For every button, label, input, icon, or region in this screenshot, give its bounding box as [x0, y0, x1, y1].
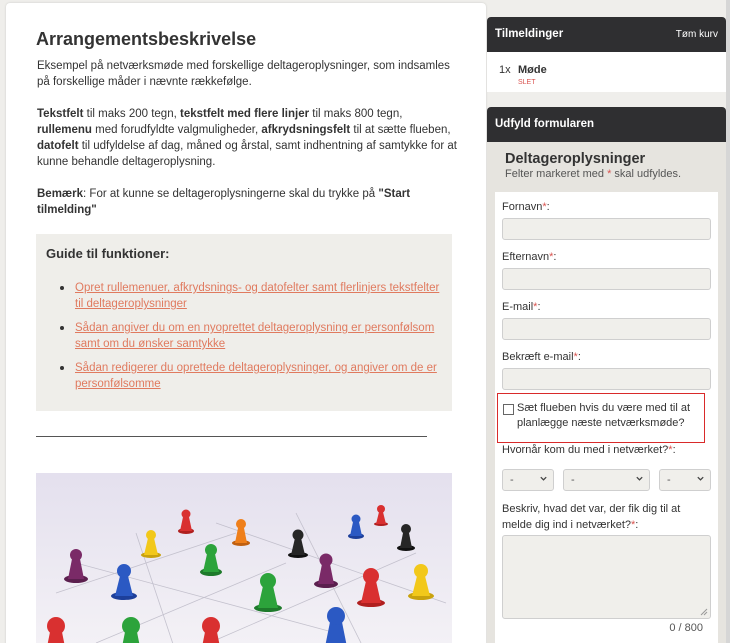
confirm-email-text: Bekræft e-mail — [502, 351, 574, 363]
textfield-term: Tekstfelt — [37, 108, 84, 120]
game-pieces-illustration — [36, 473, 452, 643]
page-scrollbar[interactable] — [726, 0, 730, 643]
datefield-desc: til udfyldelse af dag, måned og årstal, samt indhentning af samtykke for at kunne behandle deltageroplysning. — [37, 140, 457, 168]
last-name-input[interactable] — [502, 268, 711, 290]
confirm-email-label: Bekræft e-mail*: — [502, 351, 581, 363]
required-asterisk: * — [533, 301, 538, 313]
note-button-ref: "Start tilmelding" — [37, 188, 411, 216]
required-asterisk: * — [549, 251, 554, 263]
features-text — [37, 106, 457, 170]
form-panel-title: Udfyld formularen — [495, 118, 595, 130]
character-counter: 0 / 800 — [669, 622, 703, 634]
event-description-card — [6, 3, 486, 643]
participant-form — [487, 142, 726, 643]
chevron-down-icon — [635, 474, 644, 483]
confirm-email-input[interactable] — [502, 368, 711, 390]
cart-item-name: Møde — [518, 64, 547, 76]
cart-item — [487, 52, 726, 92]
dropdown-desc: med forudfyldte valgmuligheder, — [91, 124, 262, 136]
email-text: E-mail — [502, 301, 534, 313]
describe-label-text: Beskriv, hvad det var, der fik dig til at melde dig ind i netværket? — [502, 503, 681, 531]
guide-link-sensitive-consent[interactable]: Sådan angiver du om en nyoprettet deltageroplysning er personfølsom samt om du ønsker samtykke — [75, 322, 435, 350]
last-name-text: Efternavn — [502, 251, 550, 263]
month-select-value: - — [571, 474, 575, 486]
subtitle-pre: Felter markeret med — [505, 168, 608, 180]
checkbox-desc: til at sætte flueben, — [350, 124, 451, 136]
note-label: Bemærk — [37, 188, 84, 200]
cart-panel-header — [487, 17, 726, 52]
form-title: Deltageroplysninger — [505, 151, 646, 167]
date-label-text: Hvornår kom du med i netværket? — [502, 444, 669, 456]
resize-handle-icon[interactable] — [700, 608, 708, 616]
required-asterisk: * — [607, 168, 612, 180]
required-asterisk: * — [573, 351, 578, 363]
day-select-value: - — [510, 474, 514, 486]
list-item — [60, 360, 445, 392]
textfield-desc: til maks 200 tegn, — [83, 108, 180, 120]
form-panel-header — [487, 107, 726, 142]
month-select[interactable] — [563, 469, 650, 491]
planning-checkbox[interactable] — [503, 404, 514, 415]
describe-textarea[interactable] — [502, 535, 711, 619]
guide-links-list — [60, 280, 445, 400]
list-item — [60, 280, 445, 312]
required-asterisk: * — [668, 444, 673, 456]
planning-checkbox-group — [497, 393, 705, 443]
note-body: : For at kunne se deltageroplysningerne skal du trykke på — [83, 188, 379, 200]
divider — [36, 436, 427, 437]
guide-title: Guide til funktioner: — [46, 246, 170, 261]
first-name-text: Fornavn — [502, 201, 543, 213]
required-asterisk: * — [631, 519, 636, 531]
datefield-term: datofelt — [37, 140, 79, 152]
first-name-input[interactable] — [502, 218, 711, 240]
clear-cart-button[interactable]: Tøm kurv — [675, 29, 718, 40]
describe-label: Beskriv, hvad det var, der fik dig til at melde dig ind i netværket?*: — [502, 503, 681, 531]
guide-link-edit-fields[interactable]: Sådan redigerer du oprettede deltageroplysninger, og angiver om de er personfølsomme — [75, 362, 437, 390]
cart-title: Tilmeldinger — [495, 28, 564, 40]
year-select-value: - — [667, 474, 671, 486]
board-game-pieces-photo — [36, 473, 452, 643]
form-subtitle — [505, 168, 681, 180]
cart-item-quantity: 1x — [499, 64, 511, 76]
day-select[interactable] — [502, 469, 554, 491]
year-select[interactable] — [659, 469, 711, 491]
guide-link-create-fields[interactable]: Opret rullemenuer, afkrydsnings- og datofelter samt flerlinjers tekstfelter til deltageroplysninger — [75, 282, 440, 310]
dropdown-term: rullemenu — [37, 124, 92, 136]
subtitle-post: skal udfyldes. — [611, 168, 682, 180]
note-text — [37, 186, 457, 218]
list-item — [60, 320, 445, 352]
chevron-down-icon — [539, 474, 548, 483]
delete-item-button[interactable]: SLET — [518, 79, 536, 86]
multiline-desc: til maks 800 tegn, — [309, 108, 403, 120]
intro-text: Eksempel på netværksmøde med forskellige deltageroplysninger, som indsamles på forskellige måder i nævnte rækkefølge. — [37, 60, 450, 88]
multiline-term: tekstfelt med flere linjer — [179, 108, 310, 120]
planning-checkbox-label[interactable]: Sæt flueben hvis du være med til at planlægge næste netværksmøde? — [517, 402, 691, 429]
email-input[interactable] — [502, 318, 711, 340]
form-fields-card — [495, 192, 718, 643]
guide-box — [36, 234, 452, 411]
checkbox-term: afkrydsningsfelt — [261, 124, 351, 136]
date-label: Hvornår kom du med i netværket?*: — [502, 444, 676, 456]
chevron-down-icon — [696, 474, 705, 483]
required-asterisk: * — [542, 201, 547, 213]
email-label: E-mail*: — [502, 301, 541, 313]
page-title: Arrangementsbeskrivelse — [36, 29, 257, 49]
last-name-label: Efternavn*: — [502, 251, 557, 263]
first-name-label: Fornavn*: — [502, 201, 550, 213]
